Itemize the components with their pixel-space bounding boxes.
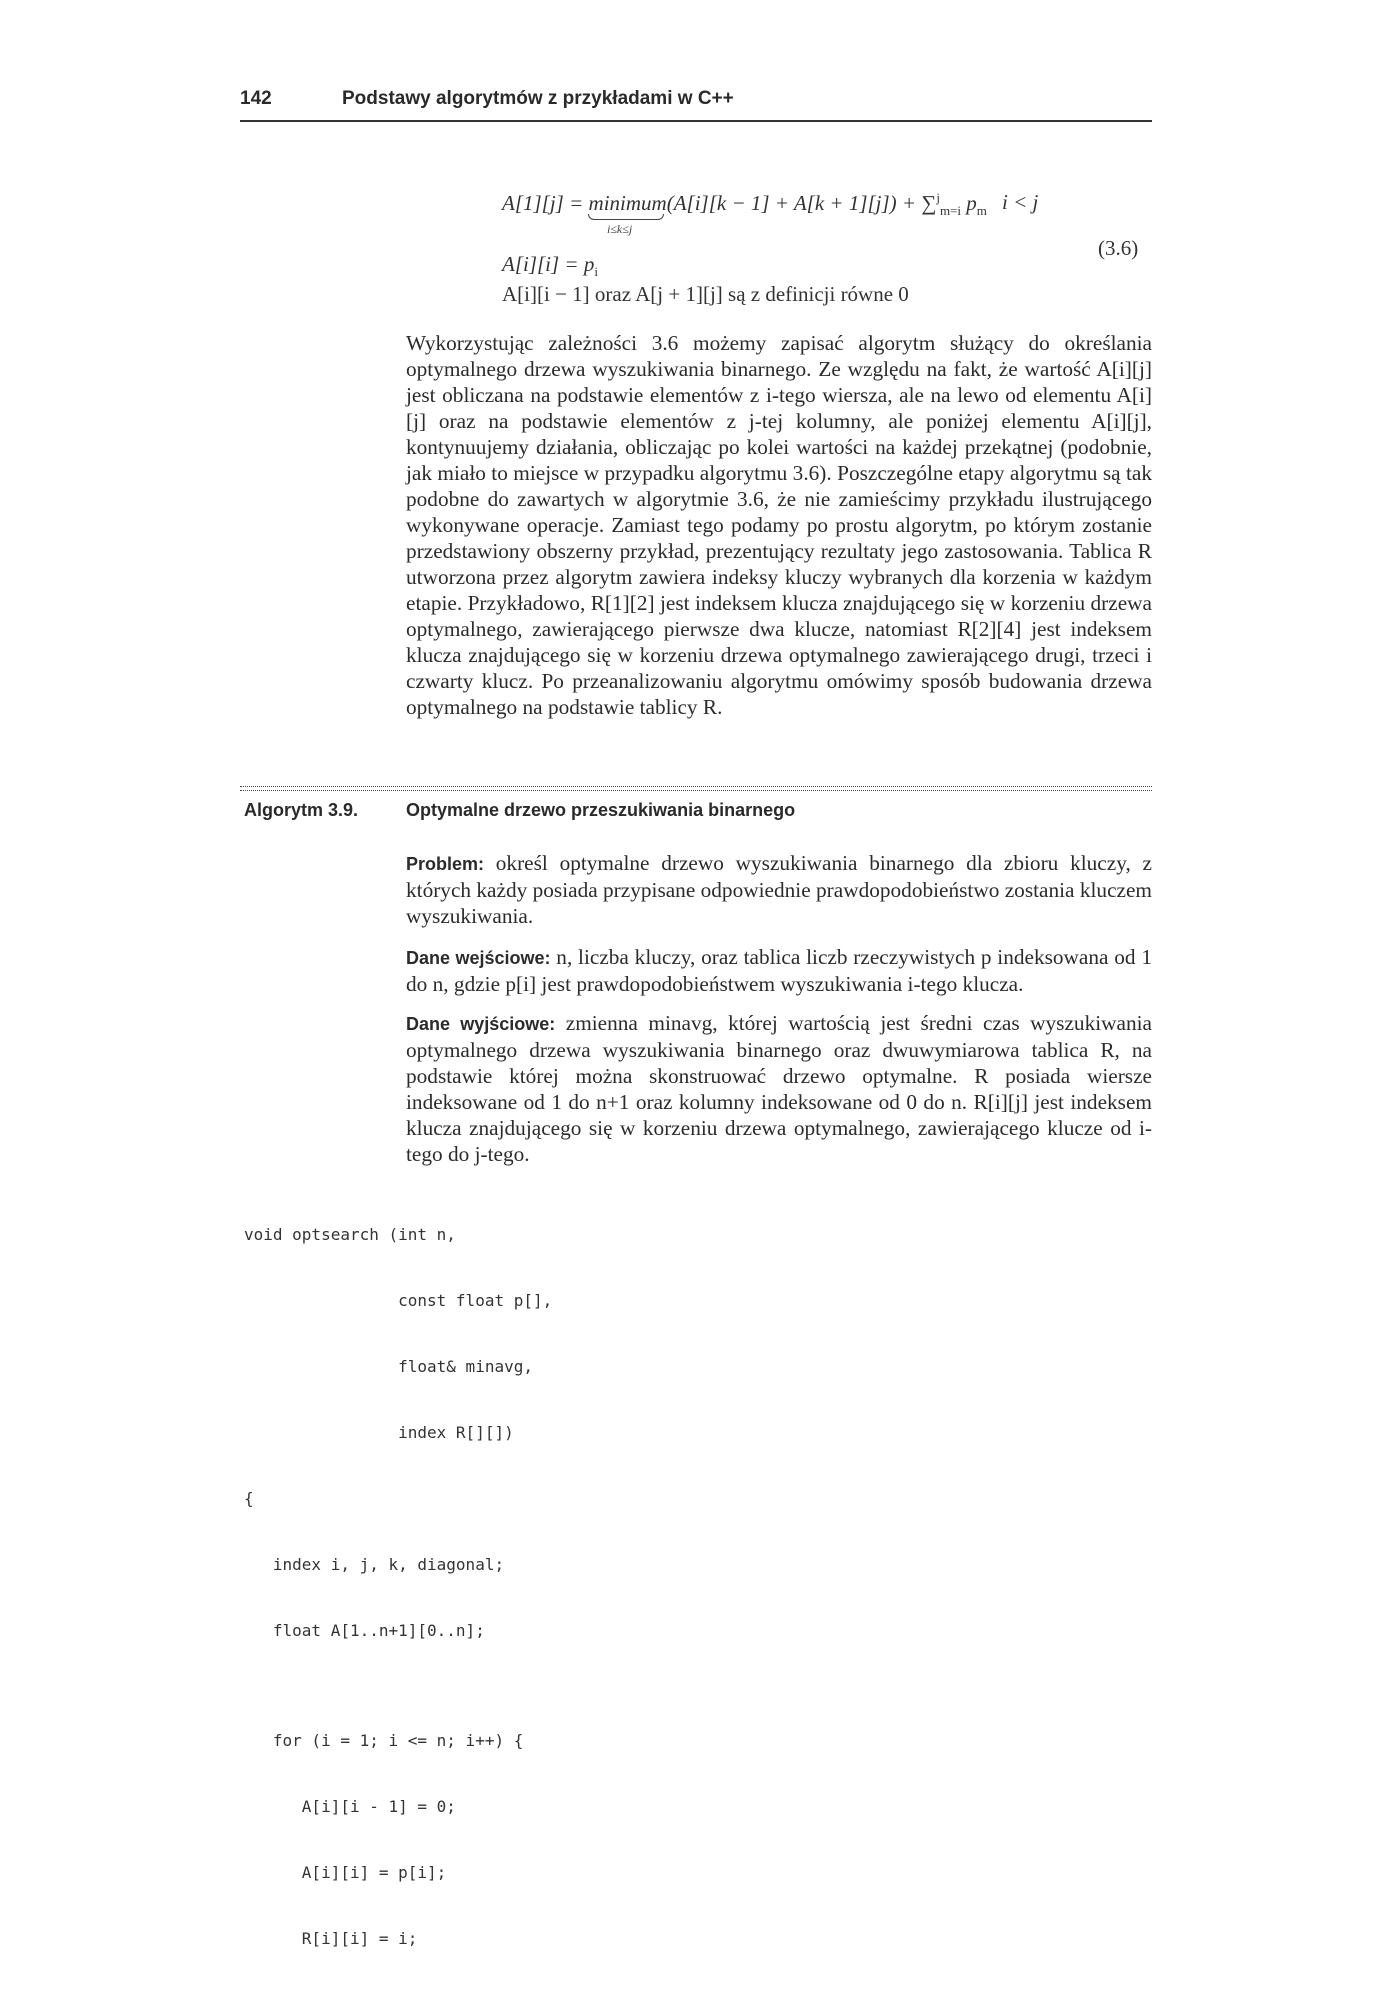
- outputs-text: zmienna minavg, której wartością jest średni czas wyszukiwania optymalnego drzewa wyszukiwania binarnego oraz dwuwymiarowa tablica R, na podstawie której można skonstruować drzewo optymalne. R posiada wiersze indeksowane od 1 do n+1 oraz kolumny indeksowane od 0 do n. R[i][j] jest indeksem klucza znajdującego się w korzeniu drzewa optymalnego, zawierającego klucze od i-tego do j-tego.: [406, 1011, 1152, 1166]
- equation-line-3: A[i][i − 1] oraz A[j + 1][j] są z definicji równe 0: [502, 282, 909, 306]
- code-line: float A[1..n+1][0..n];: [244, 1621, 485, 1640]
- equation-terms: (A[i][k − 1] + A[k + 1][j]) + ∑: [666, 191, 937, 215]
- equation-sum-lower: m=i: [939, 203, 961, 219]
- equation-lhs: A[1][j] =: [502, 191, 589, 215]
- equation-line-2: $A[i][i] = p_i$: [502, 252, 598, 280]
- problem-label: Problem:: [406, 854, 485, 874]
- code-line: float& minavg,: [244, 1357, 533, 1376]
- page-number: 142: [240, 88, 272, 109]
- underbrace: [588, 214, 664, 220]
- equation-sum-upper: j: [936, 190, 940, 205]
- code-line: index i, j, k, diagonal;: [244, 1555, 505, 1574]
- inputs-section: [406, 944, 1152, 997]
- main-paragraph: Wykorzystując zależności 3.6 możemy zapisać algorytm służący do określania optymalnego drzewa wyszukiwania binarnego. Ze względu na fakt, że wartość A[i][j] jest obliczana na podstawie elementów z i-tego wiersza, ale na lewo od elementu A[i][j] oraz na podstawie elementów z j-tej kolumny, ale poniżej elementu A[i][j], kontynuujemy działania, obliczając po kolei wartości na każdej przekątnej (podobnie, jak miało to miejsce w przypadku algorytmu 3.6). Poszczególne etapy algorytmu są tak podobne do zawartych w algorytmie 3.6, że nie zamieścimy przykładu ilustrującego wykonywane operacje. Zamiast tego podamy po prostu algorytm, po którym zostanie przedstawiony obszerny przykład, prezentujący rezultaty jego zastosowania. Tablica R utworzona przez algorytm zawiera indeksy kluczy wybranych dla korzenia w każdym etapie. Przykładowo, R[1][2] jest indeksem klucza znajdującego się w korzeniu drzewa optymalnego, zawierającego pierwsze dwa klucze, natomiast R[2][4] jest indeksem klucza znajdującego się w korzeniu drzewa optymalnego zawierającego drugi, trzeci i czwarty klucz. Po przeanalizowaniu algorytmu omówimy sposób budowania drzewa optymalnego na podstawie tablicy R.: [406, 331, 1152, 719]
- equation-p: p: [961, 191, 977, 215]
- code-line: const float p[],: [244, 1291, 553, 1310]
- equation-p-index: m: [976, 203, 987, 219]
- algorithm-label: Algorytm 3.9.: [244, 800, 359, 820]
- algorithm-divider: [240, 786, 1152, 791]
- code-line: R[i][i] = i;: [244, 1929, 418, 1948]
- outputs-section: [406, 1010, 1152, 1167]
- code-listing: [244, 1180, 552, 1994]
- code-line: void optsearch (int n,: [244, 1225, 456, 1244]
- inputs-text: n, liczba kluczy, oraz tablica liczb rzeczywistych p indeksowana od 1 do n, gdzie p[i] jest prawdopodobieństwem wyszukiwania i-tego klucza.: [406, 945, 1152, 996]
- code-line: for (i = 1; i <= n; i++) {: [244, 1731, 524, 1750]
- code-line: A[i][i] = p[i];: [244, 1863, 447, 1882]
- equation-number: (3.6): [1098, 236, 1139, 260]
- outputs-label: Dane wyjściowe:: [406, 1014, 556, 1034]
- algorithm-title: Optymalne drzewo przeszukiwania binarnego: [406, 800, 796, 820]
- equation-under-minimum: i≤k≤j: [607, 222, 633, 236]
- equation-minimum: minimum: [588, 191, 667, 215]
- running-header: [240, 88, 1152, 122]
- problem-text: określ optymalne drzewo wyszukiwania binarnego dla zbioru kluczy, z których każdy posiada przypisane odpowiednie prawdopodobieństwo zostania kluczem wyszukiwania.: [406, 851, 1152, 928]
- equation-condition: i < j: [1002, 190, 1039, 214]
- problem-section: [406, 850, 1152, 929]
- equation-line-1: [502, 190, 987, 219]
- code-line: A[i][i - 1] = 0;: [244, 1797, 456, 1816]
- inputs-label: Dane wejściowe:: [406, 948, 551, 968]
- book-title: Podstawy algorytmów z przykładami w C++: [342, 88, 734, 109]
- code-line: {: [244, 1489, 254, 1508]
- equation-line-2-index: i: [594, 264, 598, 280]
- code-line: index R[][]): [244, 1423, 514, 1442]
